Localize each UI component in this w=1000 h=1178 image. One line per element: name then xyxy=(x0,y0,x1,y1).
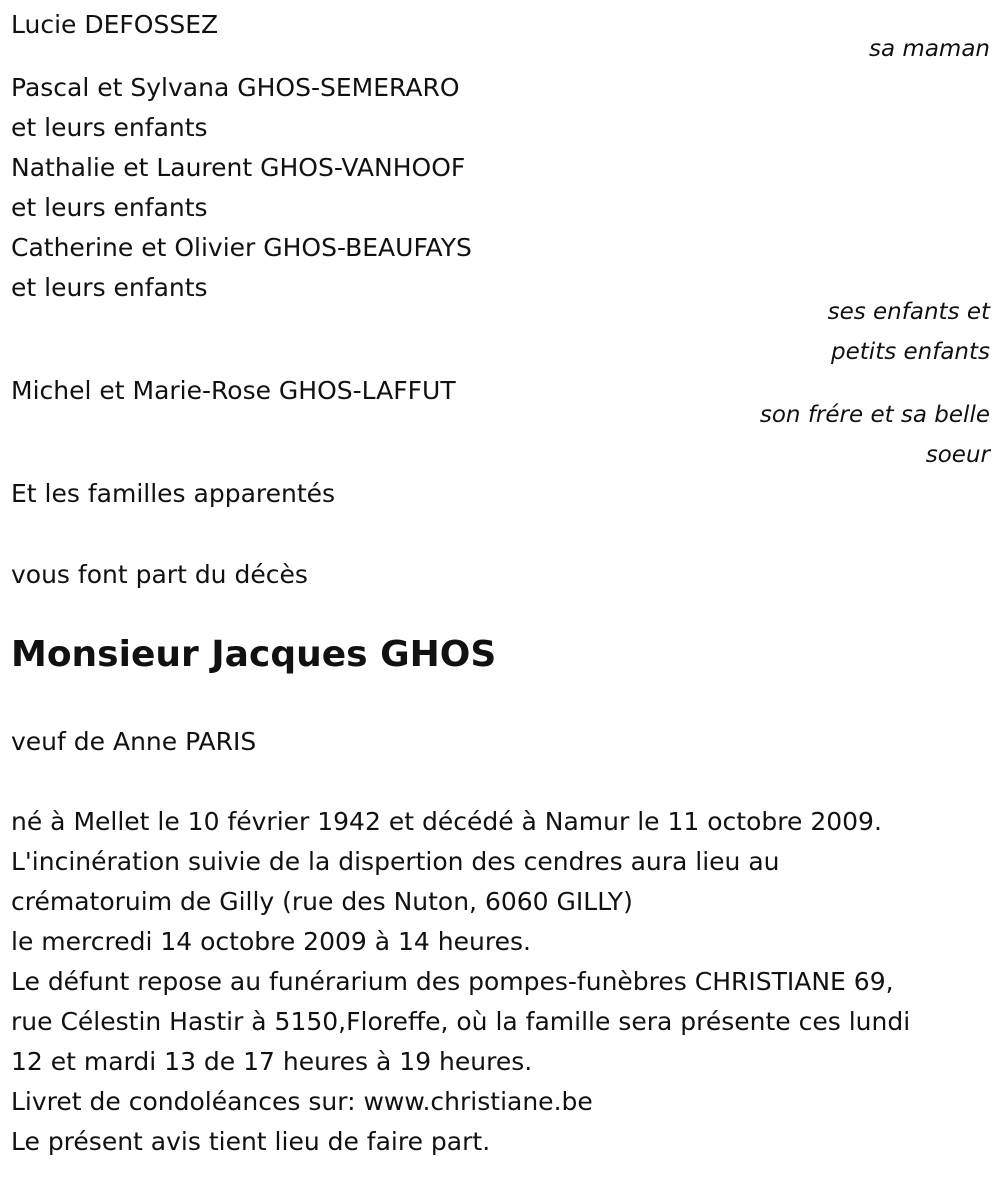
widower-line: veuf de Anne PARIS xyxy=(11,727,257,756)
detail-date: le mercredi 14 octobre 2009 à 14 heures. xyxy=(11,927,531,956)
mother-name: Lucie DEFOSSEZ xyxy=(11,10,219,39)
child-couple-3-children: et leurs enfants xyxy=(11,273,208,302)
detail-condolences: Livret de condoléances sur: www.christiane.be xyxy=(11,1087,593,1116)
related-families: Et les familles apparentés xyxy=(11,479,336,508)
child-couple-1-children: et leurs enfants xyxy=(11,113,208,142)
children-role-line-2: petits enfants xyxy=(831,339,990,365)
sibling-role-line-2: soeur xyxy=(925,442,990,468)
detail-cremation: L'incinération suivie de la dispertion des cendres aura lieu au xyxy=(11,847,780,876)
child-couple-2: Nathalie et Laurent GHOS-VANHOOF xyxy=(11,153,466,182)
detail-visiting-hours: 12 et mardi 13 de 17 heures à 19 heures. xyxy=(11,1047,533,1076)
detail-notice: Le présent avis tient lieu de faire part. xyxy=(11,1127,491,1156)
child-couple-1: Pascal et Sylvana GHOS-SEMERARO xyxy=(11,73,460,102)
detail-address: rue Célestin Hastir à 5150,Floreffe, où la famille sera présente ces lundi xyxy=(11,1007,911,1036)
detail-birth-death: né à Mellet le 10 février 1942 et décédé à Namur le 11 octobre 2009. xyxy=(11,807,882,836)
announcement: vous font part du décès xyxy=(11,560,308,589)
detail-funeral-home: Le défunt repose au funérarium des pompes-funèbres CHRISTIANE 69, xyxy=(11,967,894,996)
child-couple-3: Catherine et Olivier GHOS-BEAUFAYS xyxy=(11,233,472,262)
mother-role: sa maman xyxy=(869,36,990,62)
children-role-line-1: ses enfants et xyxy=(827,299,990,325)
sibling-role-line-1: son frére et sa belle xyxy=(759,402,990,428)
sibling-name: Michel et Marie-Rose GHOS-LAFFUT xyxy=(11,376,456,405)
detail-crematorium: crématoruim de Gilly (rue des Nuton, 6060 GILLY) xyxy=(11,887,633,916)
child-couple-2-children: et leurs enfants xyxy=(11,193,208,222)
deceased-name: Monsieur Jacques GHOS xyxy=(11,634,497,675)
